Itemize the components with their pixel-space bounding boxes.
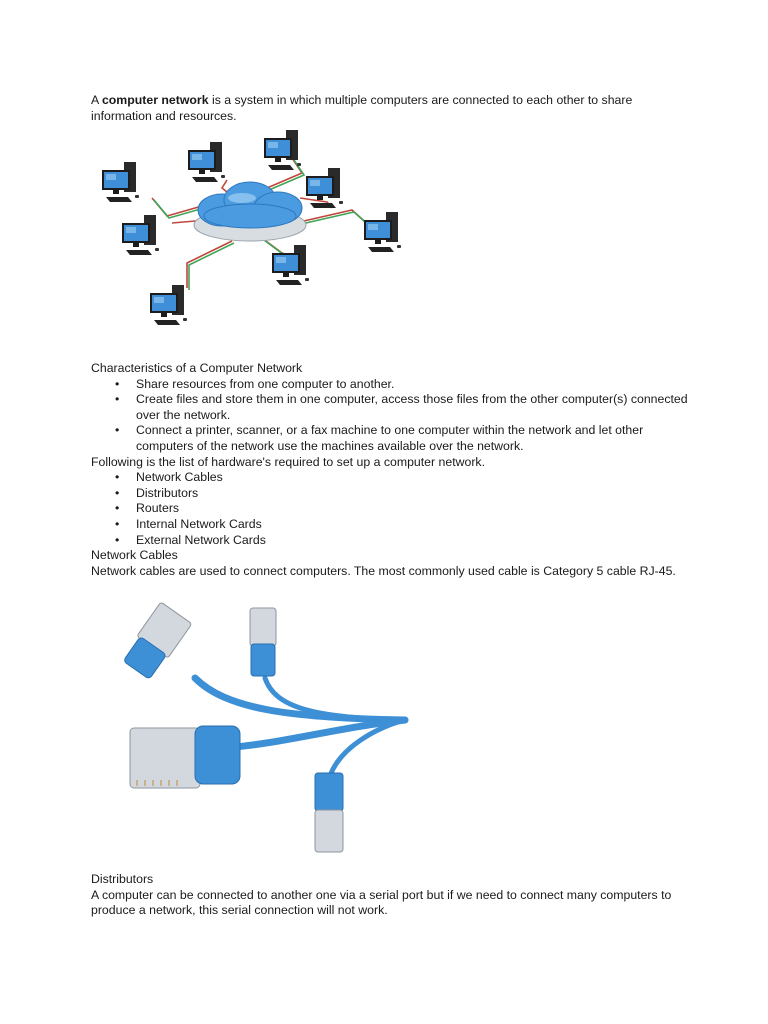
network-diagram-illustration bbox=[92, 128, 428, 352]
bullet-icon: • bbox=[115, 376, 120, 391]
list-item-text: Network Cables bbox=[136, 470, 223, 485]
list-item bbox=[91, 501, 691, 517]
network-cables-body: Network cables are used to connect computers. The most commonly used cable is Category 5 cable RJ-45. bbox=[91, 563, 676, 578]
list-item-text: Distributors bbox=[136, 485, 199, 500]
characteristics-section bbox=[91, 361, 691, 579]
bullet-icon: • bbox=[115, 423, 120, 438]
list-item bbox=[91, 377, 691, 393]
list-item-text: External Network Cards bbox=[136, 532, 266, 547]
ethernet-cables-image bbox=[115, 598, 415, 863]
hardware-list bbox=[91, 470, 691, 548]
distributors-section bbox=[91, 872, 691, 919]
ethernet-cables-illustration bbox=[115, 598, 415, 863]
network-diagram-image bbox=[92, 128, 428, 352]
list-item-text: Routers bbox=[136, 501, 180, 516]
list-item bbox=[91, 486, 691, 502]
list-item bbox=[91, 470, 691, 486]
characteristics-list bbox=[91, 377, 691, 455]
list-item bbox=[91, 533, 691, 549]
list-item-text: Internal Network Cards bbox=[136, 516, 262, 531]
list-item bbox=[91, 392, 691, 423]
bullet-icon: • bbox=[115, 485, 120, 500]
list-item-text: Share resources from one computer to another. bbox=[136, 376, 395, 391]
list-item-text: Connect a printer, scanner, or a fax machine to one computer within the network and let other computers of the network use the machines available over the network. bbox=[136, 423, 644, 453]
distributors-heading: Distributors bbox=[91, 872, 154, 886]
intro-term-bold: computer network bbox=[101, 93, 209, 107]
characteristics-heading: Characteristics of a Computer Network bbox=[91, 361, 303, 375]
bullet-icon: • bbox=[115, 501, 120, 516]
network-cables-heading: Network Cables bbox=[91, 548, 178, 563]
distributors-body: A computer can be connected to another one via a serial port but if we need to connect many computers to produce a network, this serial connection will not work. bbox=[91, 887, 672, 918]
bullet-icon: • bbox=[115, 470, 120, 485]
bullet-icon: • bbox=[115, 516, 120, 531]
intro-prefix: A bbox=[91, 93, 102, 107]
intro-suffix: is a system in which multiple computers are connected to each other to share information and resources. bbox=[91, 93, 633, 123]
bullet-icon: • bbox=[115, 532, 120, 547]
list-item-text: Create files and store them in one computer, access those files from the other computer(s) connected over the network. bbox=[136, 392, 688, 422]
intro-paragraph bbox=[91, 93, 691, 124]
list-item bbox=[91, 517, 691, 533]
bullet-icon: • bbox=[115, 392, 120, 407]
hardware-intro: Following is the list of hardware's required to set up a computer network. bbox=[91, 454, 485, 469]
list-item bbox=[91, 423, 691, 454]
